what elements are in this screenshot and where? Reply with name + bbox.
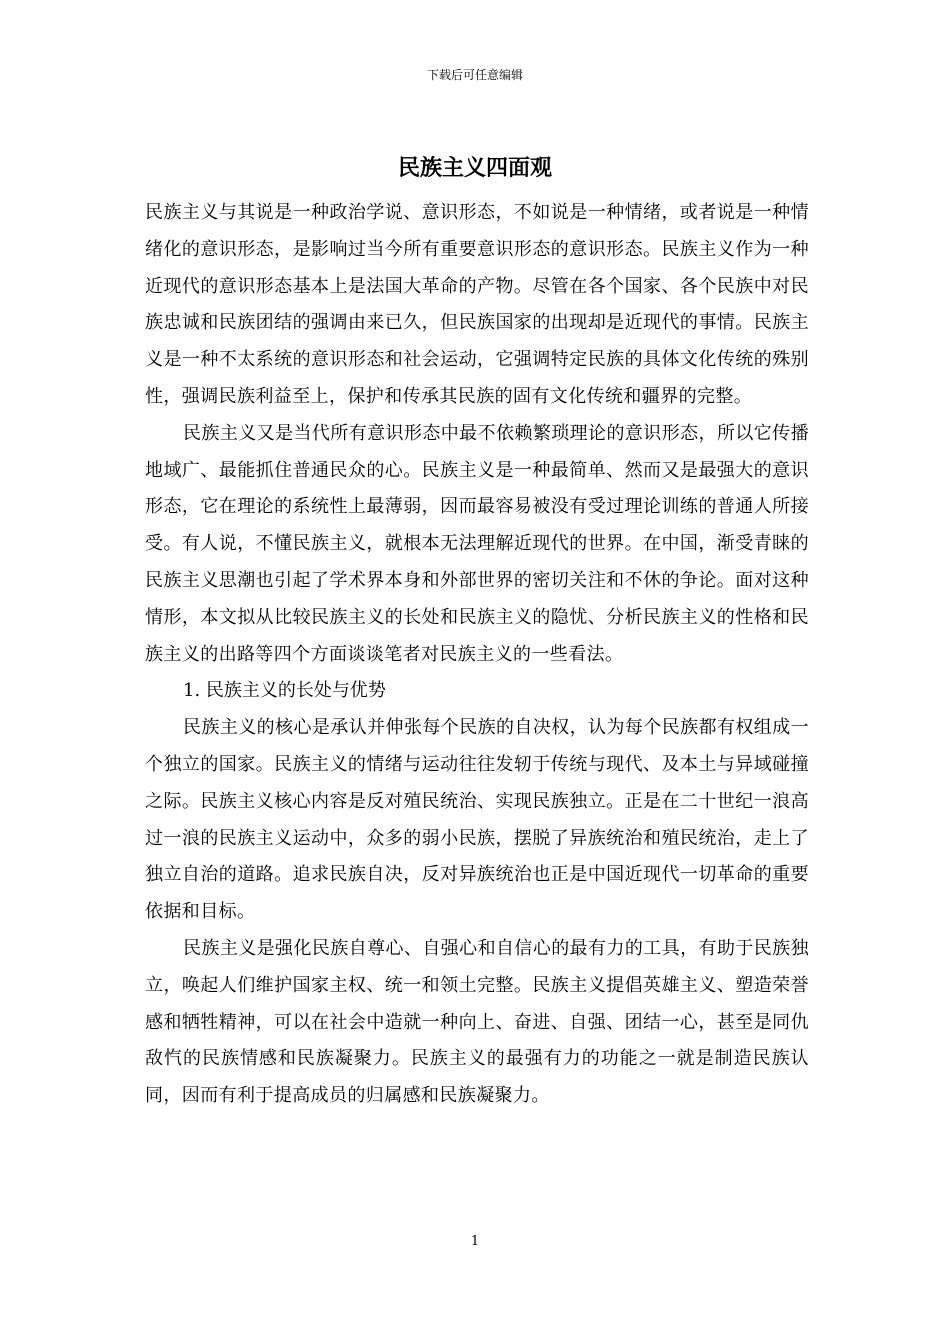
page-number: 1 [470, 1234, 480, 1249]
section-heading-1: 1. 民族主义的长处与优势 [183, 680, 386, 702]
paragraph-intro-1: 民族主义与其说是一种政治学说、意识形态，不如说是一种情绪，或者说是一种情绪化的意识形态，是影响过当今所有重要意识形态的意识形态。民族主义作为一种近现代的意识形态基本上是法国大革命的产物。尽管在各个国家、各个民族中对民族忠诚和民族团结的强调由来已久，但民族国家的出现却是近现代的事情。民族主义是一种不太系统的意识形态和社会运动，它强调特定民族的具体文化传统的殊别性，强调民族利益至上，保护和传承其民族的固有文化传统和疆界的完整。 [145, 202, 809, 407]
header-note: 下载后可任意编辑 [426, 68, 523, 82]
paragraph-section1-2: 民族主义是强化民族自尊心、自强心和自信心的最有力的工具，有助于民族独立，唤起人们维护国家主权、统一和领土完整。民族主义提倡英雄主义、塑造荣誉感和牺牲精神，可以在社会中造就一种向上、奋进、自强、团结一心，甚至是同仇敌忾的民族情感和民族凝聚力。民族主义的最强有力的功能之一就是制造民族认同，因而有利于提高成员的归属感和民族凝聚力。 [145, 937, 809, 1107]
paragraph-intro-2: 民族主义又是当代所有意识形态中最不依赖繁琐理论的意识形态，所以它传播地域广、最能抓住普通民众的心。民族主义是一种最简单、然而又是最强大的意识形态，它在理论的系统性上最薄弱，因而最容易被没有受过理论训练的普通人所接受。有人说，不懂民族主义，就根本无法理解近现代的世界。在中国，渐受青睐的民族主义思潮也引起了学术界本身和外部世界的密切关注和不休的争论。面对这种情形，本文拟从比较民族主义的长处和民族主义的隐忧、分析民族主义的性格和民族主义的出路等四个方面谈谈笔者对民族主义的一些看法。 [145, 422, 809, 665]
document-title: 民族主义四面观 [397, 155, 552, 181]
paragraph-section1-1: 民族主义的核心是承认并伸张每个民族的自决权，认为每个民族都有权组成一个独立的国家。民族主义的情绪与运动往往发轫于传统与现代、及本土与异域碰撞之际。民族主义核心内容是反对殖民统治、实现民族独立。正是在二十世纪一浪高过一浪的民族主义运动中，众多的弱小民族，摆脱了异族统治和殖民统治，走上了独立自治的道路。追求民族自决，反对异族统治也正是中国近现代一切革命的重要依据和目标。 [145, 717, 809, 923]
document-body [145, 195, 809, 1115]
